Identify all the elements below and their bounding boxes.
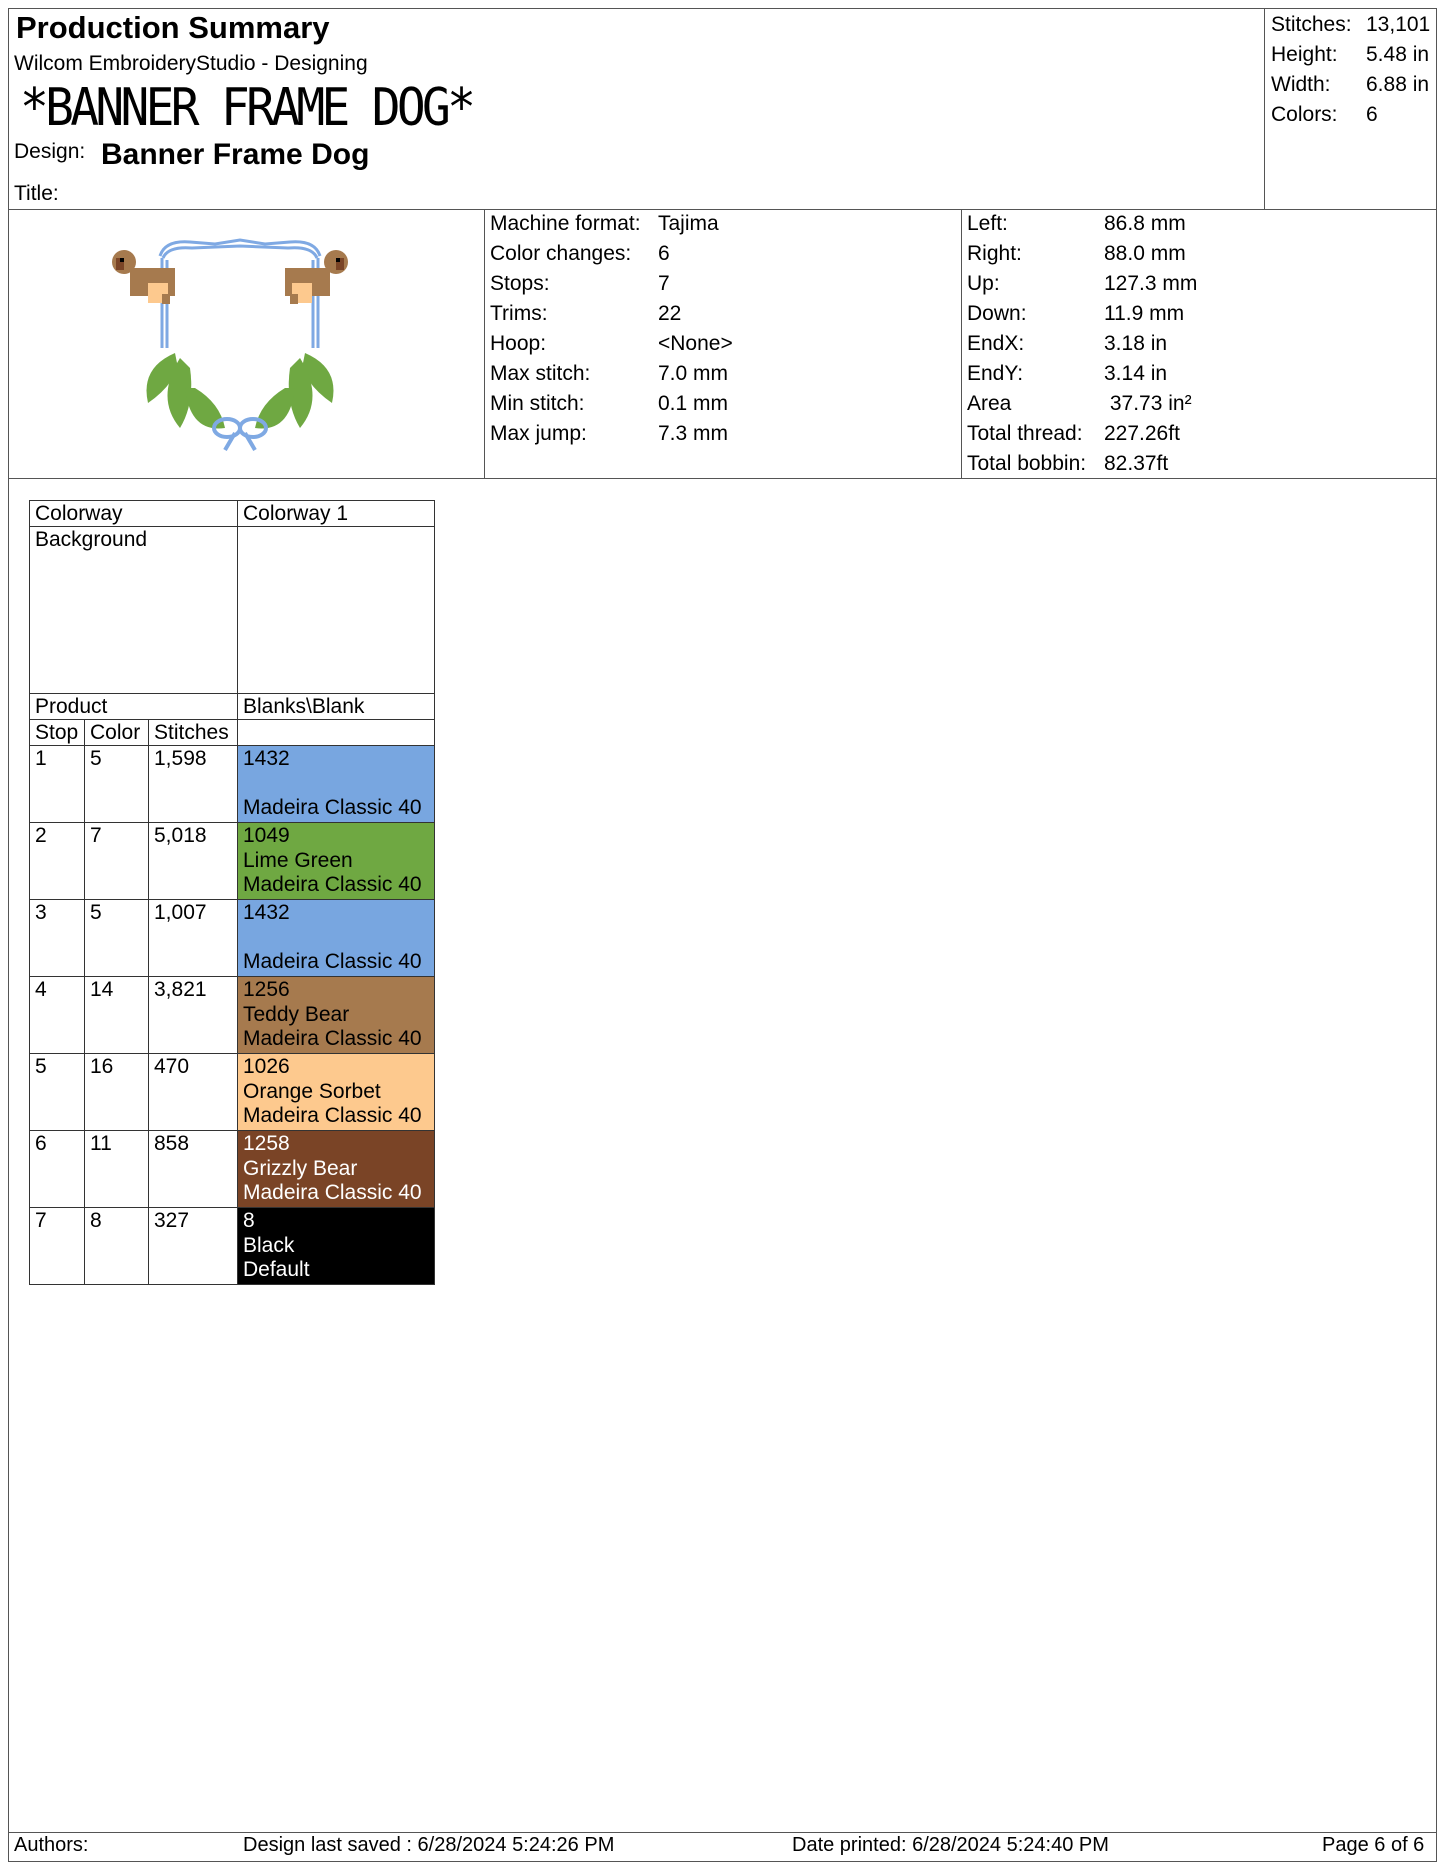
date-printed: Date printed: 6/28/2024 5:24:40 PM xyxy=(792,1834,1109,1856)
thread-brand: Madeira Classic 40 xyxy=(243,873,422,896)
info-label: Area xyxy=(967,392,1012,415)
stat-label: Width: xyxy=(1271,73,1331,96)
info-label: Min stitch: xyxy=(490,392,585,415)
thread-brand: Default xyxy=(243,1258,310,1281)
info-row xyxy=(967,239,1197,269)
info-row xyxy=(967,299,1197,329)
info-value: 11.9 mm xyxy=(1104,302,1185,325)
info-value: 3.18 in xyxy=(1104,332,1168,355)
info-label: Max jump: xyxy=(490,422,587,445)
info-divider xyxy=(8,478,1437,479)
left-dog xyxy=(112,250,175,304)
thread-name: Teddy Bear xyxy=(243,1002,350,1026)
info-value: 82.37ft xyxy=(1104,452,1169,475)
info-label: Left: xyxy=(967,212,1008,235)
thread-brand: Madeira Classic 40 xyxy=(243,950,422,973)
color-cell: 16 xyxy=(85,1054,149,1131)
stats-panel xyxy=(1271,10,1430,130)
dimension-info-panel xyxy=(967,209,1197,479)
info-row xyxy=(490,329,733,359)
stop-cell: 4 xyxy=(30,977,85,1054)
stop-cell: 5 xyxy=(30,1054,85,1131)
thread-name: Orange Sorbet xyxy=(243,1079,381,1103)
authors-label: Authors: xyxy=(14,1834,89,1856)
thread-code: 1026 xyxy=(243,1055,290,1078)
thread-rows xyxy=(30,746,435,1285)
info-label: Trims: xyxy=(490,302,548,325)
info-label: Color changes: xyxy=(490,242,632,265)
thread-name: Black xyxy=(243,1233,295,1257)
thread-code: 1256 xyxy=(243,978,290,1001)
stat-row-height xyxy=(1271,40,1430,70)
info-row xyxy=(967,329,1197,359)
background-swatch xyxy=(238,527,435,694)
colorway-label: Colorway xyxy=(30,501,238,527)
product-row xyxy=(30,694,435,720)
info-row xyxy=(490,299,733,329)
thread-code: 1258 xyxy=(243,1132,290,1155)
info-value: Tajima xyxy=(658,212,719,235)
stat-row-width xyxy=(1271,70,1430,100)
stitches-cell: 1,007 xyxy=(149,900,238,977)
color-cell: 8 xyxy=(85,1208,149,1285)
stat-label: Stitches: xyxy=(1271,13,1352,36)
info-label: Max stitch: xyxy=(490,362,591,385)
info-value: 37.73 in² xyxy=(1104,392,1192,415)
table-row xyxy=(30,746,435,823)
thread-swatch-cell xyxy=(238,900,435,977)
thread-swatch-cell xyxy=(238,746,435,823)
stat-value: 5.48 in xyxy=(1366,43,1430,66)
background-row xyxy=(30,527,435,694)
thread-code: 1049 xyxy=(243,824,290,847)
info-row xyxy=(490,209,733,239)
info-label: EndX: xyxy=(967,332,1025,355)
info-label: EndY: xyxy=(967,362,1024,385)
info-label: Right: xyxy=(967,242,1022,265)
thread-brand: Madeira Classic 40 xyxy=(243,796,422,819)
colorway-value: Colorway 1 xyxy=(238,501,435,527)
info-row xyxy=(490,359,733,389)
stop-cell: 6 xyxy=(30,1131,85,1208)
stitches-cell: 858 xyxy=(149,1131,238,1208)
color-cell: 11 xyxy=(85,1131,149,1208)
table-row xyxy=(30,1131,435,1208)
stat-label: Colors: xyxy=(1271,103,1338,126)
info-value: 6 xyxy=(658,242,670,265)
design-preview-image xyxy=(100,228,360,458)
design-banner-name: *BANNER FRAME DOG* xyxy=(20,78,473,138)
stat-row-colors xyxy=(1271,100,1430,130)
stop-cell: 3 xyxy=(30,900,85,977)
colorway-table xyxy=(29,500,435,1285)
leaf-wreath xyxy=(147,353,334,429)
table-row xyxy=(30,823,435,900)
info-label: Total bobbin: xyxy=(967,452,1087,475)
info-row xyxy=(490,269,733,299)
column-header-row xyxy=(30,720,435,746)
info-row xyxy=(490,419,733,449)
info-label: Total thread: xyxy=(967,422,1083,445)
machine-info-panel xyxy=(490,209,733,449)
stat-label: Height: xyxy=(1271,43,1338,66)
stat-value: 6 xyxy=(1366,103,1378,126)
stitches-cell: 1,598 xyxy=(149,746,238,823)
product-label: Product xyxy=(30,694,238,720)
info-value: 227.26ft xyxy=(1104,422,1180,445)
thread-name xyxy=(243,926,429,951)
info-row xyxy=(490,389,733,419)
info-value: 7.0 mm xyxy=(658,362,729,385)
info-label: Stops: xyxy=(490,272,550,295)
info-value: 3.14 in xyxy=(1104,362,1168,385)
info-value: 7.3 mm xyxy=(658,422,729,445)
table-row xyxy=(30,1054,435,1131)
stitches-cell: 5,018 xyxy=(149,823,238,900)
stop-cell: 7 xyxy=(30,1208,85,1285)
thread-name: Lime Green xyxy=(243,848,353,872)
info-value: 0.1 mm xyxy=(658,392,729,415)
footer-divider xyxy=(8,1832,1437,1833)
stop-cell: 2 xyxy=(30,823,85,900)
machine-info-divider xyxy=(961,209,962,478)
thread-swatch-cell xyxy=(238,1131,435,1208)
thread-code: 1432 xyxy=(243,747,290,770)
stat-value: 13,101 xyxy=(1366,13,1431,36)
info-row xyxy=(967,389,1197,419)
column-header-color: Color xyxy=(85,720,149,746)
page-number: Page 6 of 6 xyxy=(1322,1834,1425,1856)
thread-brand: Madeira Classic 40 xyxy=(243,1181,422,1204)
stats-divider xyxy=(1264,8,1265,209)
info-row xyxy=(967,209,1197,239)
stop-cell: 1 xyxy=(30,746,85,823)
thread-swatch-cell xyxy=(238,1054,435,1131)
design-value: Banner Frame Dog xyxy=(101,138,370,171)
info-label: Machine format: xyxy=(490,212,641,235)
thread-swatch-cell xyxy=(238,823,435,900)
table-row xyxy=(30,1208,435,1285)
color-cell: 5 xyxy=(85,746,149,823)
stitches-cell: 3,821 xyxy=(149,977,238,1054)
thread-code: 8 xyxy=(243,1209,255,1232)
info-row xyxy=(967,419,1197,449)
design-label: Design: xyxy=(14,140,86,163)
stitches-cell: 470 xyxy=(149,1054,238,1131)
colorway-header-row xyxy=(30,501,435,527)
column-header-stop: Stop xyxy=(30,720,85,746)
info-value: 86.8 mm xyxy=(1104,212,1186,235)
info-value: 22 xyxy=(658,302,682,325)
thread-swatch-cell xyxy=(238,1208,435,1285)
info-label: Up: xyxy=(967,272,1000,295)
table-row xyxy=(30,977,435,1054)
title-label: Title: xyxy=(14,182,59,205)
info-value: 7 xyxy=(658,272,670,295)
column-header-thread xyxy=(238,720,435,746)
info-row xyxy=(967,269,1197,299)
info-label: Hoop: xyxy=(490,332,547,355)
thread-name: Grizzly Bear xyxy=(243,1156,358,1180)
info-row xyxy=(490,239,733,269)
background-label: Background xyxy=(30,527,238,694)
column-header-stitches: Stitches xyxy=(149,720,238,746)
info-value: 127.3 mm xyxy=(1104,272,1198,295)
info-value: <None> xyxy=(658,332,733,355)
info-row xyxy=(967,449,1197,479)
thread-code: 1432 xyxy=(243,901,290,924)
stitches-cell: 327 xyxy=(149,1208,238,1285)
color-cell: 7 xyxy=(85,823,149,900)
software-name: Wilcom EmbroideryStudio - Designing xyxy=(14,52,368,75)
table-row xyxy=(30,900,435,977)
page-title: Production Summary xyxy=(16,10,330,45)
info-row xyxy=(967,359,1197,389)
thread-brand: Madeira Classic 40 xyxy=(243,1027,422,1050)
last-saved: Design last saved : 6/28/2024 5:24:26 PM xyxy=(243,1834,615,1856)
thread-brand: Madeira Classic 40 xyxy=(243,1104,422,1127)
info-value: 88.0 mm xyxy=(1104,242,1186,265)
thread-name xyxy=(243,772,429,797)
color-cell: 5 xyxy=(85,900,149,977)
color-cell: 14 xyxy=(85,977,149,1054)
product-value: Blanks\Blank xyxy=(238,694,435,720)
thread-swatch-cell xyxy=(238,977,435,1054)
info-label: Down: xyxy=(967,302,1027,325)
stat-value: 6.88 in xyxy=(1366,73,1430,96)
stat-row-stitches xyxy=(1271,10,1430,40)
preview-divider xyxy=(484,209,485,478)
